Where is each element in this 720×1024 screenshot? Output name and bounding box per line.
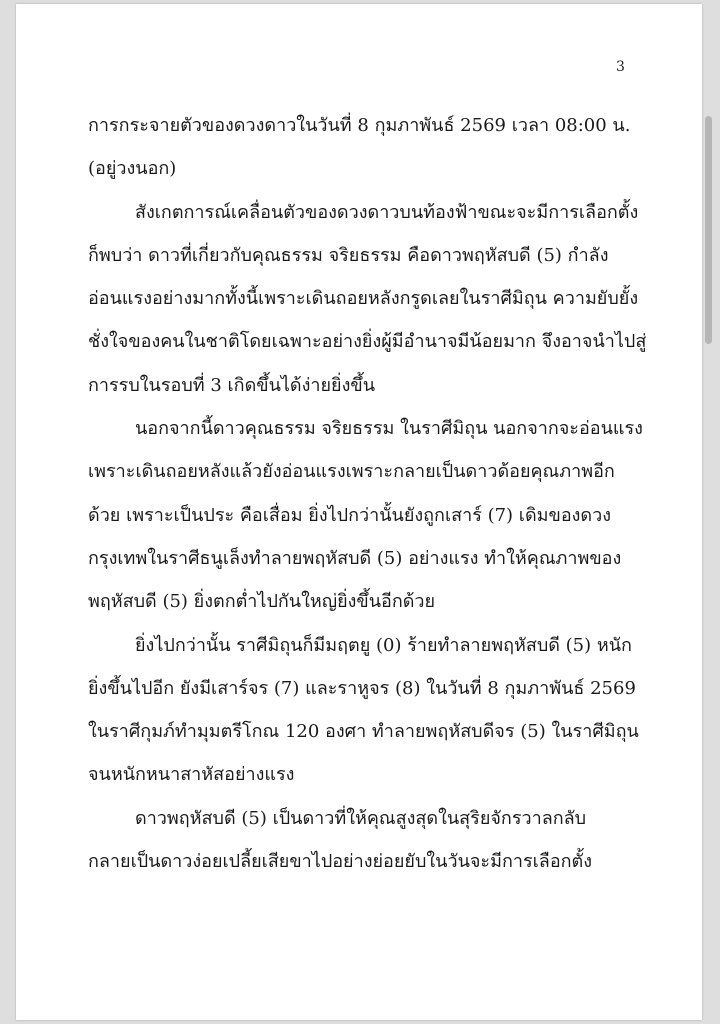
vertical-scrollbar[interactable]: [705, 116, 712, 344]
text-line-5: อ่อนแรงอย่างมากทั้งนี้เพราะเดินถอยหลังกรูดเลยในราศีมิถุน ความยับยั้ง: [88, 288, 639, 310]
text-line-9: เพราะเดินถอยหลังแล้วยังอ่อนแรงเพราะกลายเป็นดาวด้อยคุณภาพอีก: [88, 461, 615, 483]
text-line-13: ยิ่งไปกว่านั้น ราศีมิถุนก็มีมฤตยู (0) ร้ายทำลายพฤหัสบดี (5) หนัก: [135, 634, 632, 656]
text-line-16: จนหนักหนาสาหัสอย่างแรง: [88, 764, 295, 786]
text-line-12: พฤหัสบดี (5) ยิ่งตกต่ำไปกันใหญ่ยิ่งขึ้นอีกด้วย: [88, 591, 436, 613]
text-line-7: การรบในรอบที่ 3 เกิดขึ้นได้ง่ายยิ่งขึ้น: [88, 374, 376, 396]
document-page: [16, 4, 702, 1020]
page-number: 3: [616, 59, 625, 75]
text-line-17: ดาวพฤหัสบดี (5) เป็นดาวที่ให้คุณสูงสุดในสุริยจักรวาลกลับ: [135, 807, 587, 829]
text-line-4: ก็พบว่า ดาวที่เกี่ยวกับคุณธรรม จริยธรรม คือดาวพฤหัสบดี (5) กำลัง: [88, 244, 609, 266]
text-line-14: ยิ่งขึ้นไปอีก ยังมีเสาร์จร (7) และราหูจร (8) ในวันที่ 8 กุมภาพันธ์ 2569: [88, 677, 636, 699]
text-line-3: สังเกตการณ์เคลื่อนตัวของดวงดาวบนท้องฟ้าขณะจะมีการเลือกตั้ง: [135, 201, 639, 223]
document-body: [88, 104, 648, 883]
text-line-10: ด้วย เพราะเป็นประ คือเสื่อม ยิ่งไปกว่านั้นยังถูกเสาร์ (7) เดิมของดวง: [88, 504, 612, 526]
text-line-2: (อยู่วงนอก): [88, 158, 177, 180]
text-line-1: การกระจายตัวของดวงดาวในวันที่ 8 กุมภาพันธ์ 2569 เวลา 08:00 น.: [88, 115, 631, 136]
text-line-15: ในราศีกุมภ์ทำมุมตรีโกณ 120 องศา ทำลายพฤหัสบดีจร (5) ในราศีมิถุน: [88, 721, 639, 743]
text-line-6: ชั่งใจของคนในชาติโดยเฉพาะอย่างยิ่งผู้มีอำนาจมีน้อยมาก จึงอาจนำไปสู่: [88, 331, 647, 353]
text-line-8: นอกจากนี้ดาวคุณธรรม จริยธรรม ในราศีมิถุน นอกจากจะอ่อนแรง: [135, 418, 643, 440]
text-line-11: กรุงเทพในราศีธนูเล็งทำลายพฤหัสบดี (5) อย่างแรง ทำให้คุณภาพของ: [88, 547, 622, 569]
text-line-18: กลายเป็นดาวง่อยเปลี้ยเสียขาไปอย่างย่อยยับในวันจะมีการเลือกตั้ง: [88, 851, 593, 873]
